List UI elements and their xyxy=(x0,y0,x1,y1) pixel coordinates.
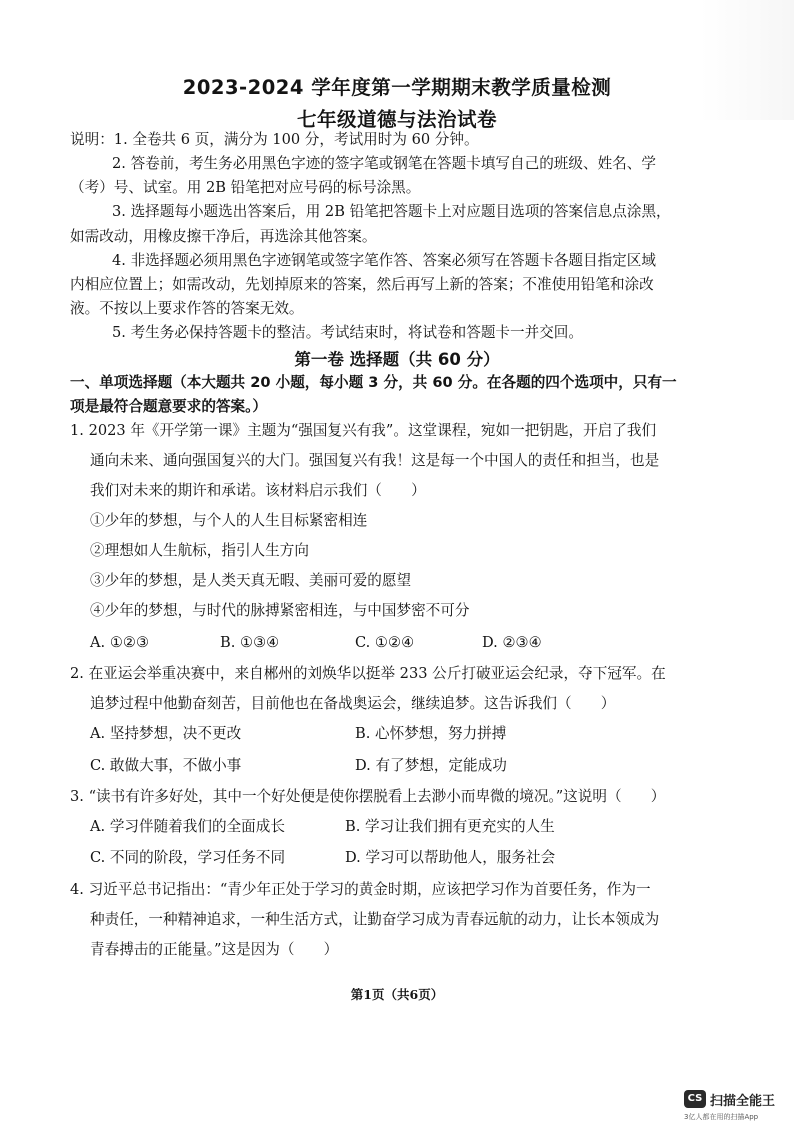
instruction-line: 内相应位置上；如需改动，先划掉原来的答案，然后再写上新的答案；不准使用铅笔和涂改 xyxy=(70,276,654,293)
question-text: 通向未来、通向强国复兴的大门。强国复兴有我！这是每一个中国人的责任和担当，也是 xyxy=(90,452,660,469)
option-c: C. 不同的阶段，学习任务不同 xyxy=(90,849,286,866)
instruction-line: （考）号、试室。用 2B 铅笔把对应号码的标号涂黑。 xyxy=(70,179,421,196)
question-text: 青春搏击的正能量。”这是因为（ ） xyxy=(90,941,339,958)
scanner-name: 扫描全能王 xyxy=(710,1094,776,1109)
instruction-line: 5. 考生务必保持答题卡的整洁。考试结束时，将试卷和答题卡一并交回。 xyxy=(112,324,583,341)
statement-2: ②理想如人生航标，指引人生方向 xyxy=(90,542,309,559)
instruction-line: 说明：1. 全卷共 6 页，满分为 100 分，考试用时为 60 分钟。 xyxy=(70,131,479,148)
option-d: D. 有了梦想，定能成功 xyxy=(355,757,507,774)
section-instruction: 项是最符合题意要求的答案。） xyxy=(70,398,268,415)
page-number: 第1页（共6页） xyxy=(350,987,444,1002)
option-b: B. ①③④ xyxy=(220,634,280,651)
question-text: 种责任，一种精神追求，一种生活方式，让勤奋学习成为青春远航的动力，让长本领成为 xyxy=(90,911,660,928)
option-d: D. 学习可以帮助他人，服务社会 xyxy=(345,849,556,866)
question-text: 4. 习近平总书记指出：“青少年正处于学习的黄金时期，应该把学习作为首要任务，作为一 xyxy=(70,881,651,898)
option-c: C. 敢做大事，不做小事 xyxy=(90,757,242,774)
question-text: 追梦过程中他勤奋刻苦，目前他也在备战奥运会，继续追梦。这告诉我们（ ） xyxy=(90,695,616,712)
question-text: 2. 在亚运会举重决赛中，来自郴州的刘焕华以挺举 233 公斤打破亚运会纪录，夺下冠军。在 xyxy=(70,665,666,682)
scanner-logo-icon: CS xyxy=(684,1090,706,1108)
question-text: 3. “读书有许多好处，其中一个好处便是使你摆脱看上去渺小而卑微的境况。”这说明（ ） xyxy=(70,788,666,805)
instruction-line: 如需改动，用橡皮擦干净后，再选涂其他答案。 xyxy=(70,228,377,245)
statement-3: ③少年的梦想，是人类天真无暇、美丽可爱的愿望 xyxy=(90,572,412,589)
scan-edge-shading xyxy=(700,0,794,120)
option-a: A. 学习伴随着我们的全面成长 xyxy=(90,818,285,835)
option-b: B. 心怀梦想，努力拼搏 xyxy=(355,725,507,742)
scanner-tagline: 3亿人都在用的扫描App xyxy=(684,1113,759,1121)
part-heading: 第一卷 选择题（共 60 分） xyxy=(294,350,500,369)
instruction-line: 液。不按以上要求作答的答案无效。 xyxy=(70,300,304,317)
instruction-line: 3. 选择题每小题选出答案后，用 2B 铅笔把答题卡上对应题目选项的答案信息点涂黑， xyxy=(112,203,671,220)
instruction-line: 4. 非选择题必须用黑色字迹钢笔或签字笔作答、答案必须写在答题卡各题目指定区域 xyxy=(112,252,656,269)
question-text: 1. 2023 年《开学第一课》主题为“强国复兴有我”。这堂课程，宛如一把钥匙，开启了我们 xyxy=(70,422,657,439)
exam-subtitle: 七年级道德与法治试卷 xyxy=(296,108,497,131)
option-a: A. 坚持梦想，决不更改 xyxy=(90,725,242,742)
exam-title: 2023-2024 学年度第一学期期末教学质量检测 xyxy=(182,76,612,99)
option-d: D. ②③④ xyxy=(482,634,542,651)
option-a: A. ①②③ xyxy=(90,634,150,651)
statement-4: ④少年的梦想，与时代的脉搏紧密相连，与中国梦密不可分 xyxy=(90,602,470,619)
section-instruction: 一、单项选择题（本大题共 20 小题，每小题 3 分，共 60 分。在各题的四个选项中，只有一 xyxy=(70,374,677,391)
question-text: 我们对未来的期许和承诺。该材料启示我们（ ） xyxy=(90,482,426,499)
option-b: B. 学习让我们拥有更充实的人生 xyxy=(345,818,555,835)
scanner-watermark xyxy=(684,1090,794,1124)
option-c: C. ①②④ xyxy=(355,634,415,651)
instruction-line: 2. 答卷前，考生务必用黑色字迹的签字笔或钢笔在答题卡填写自己的班级、姓名、学 xyxy=(112,155,656,172)
statement-1: ①少年的梦想，与个人的人生目标紧密相连 xyxy=(90,512,368,529)
